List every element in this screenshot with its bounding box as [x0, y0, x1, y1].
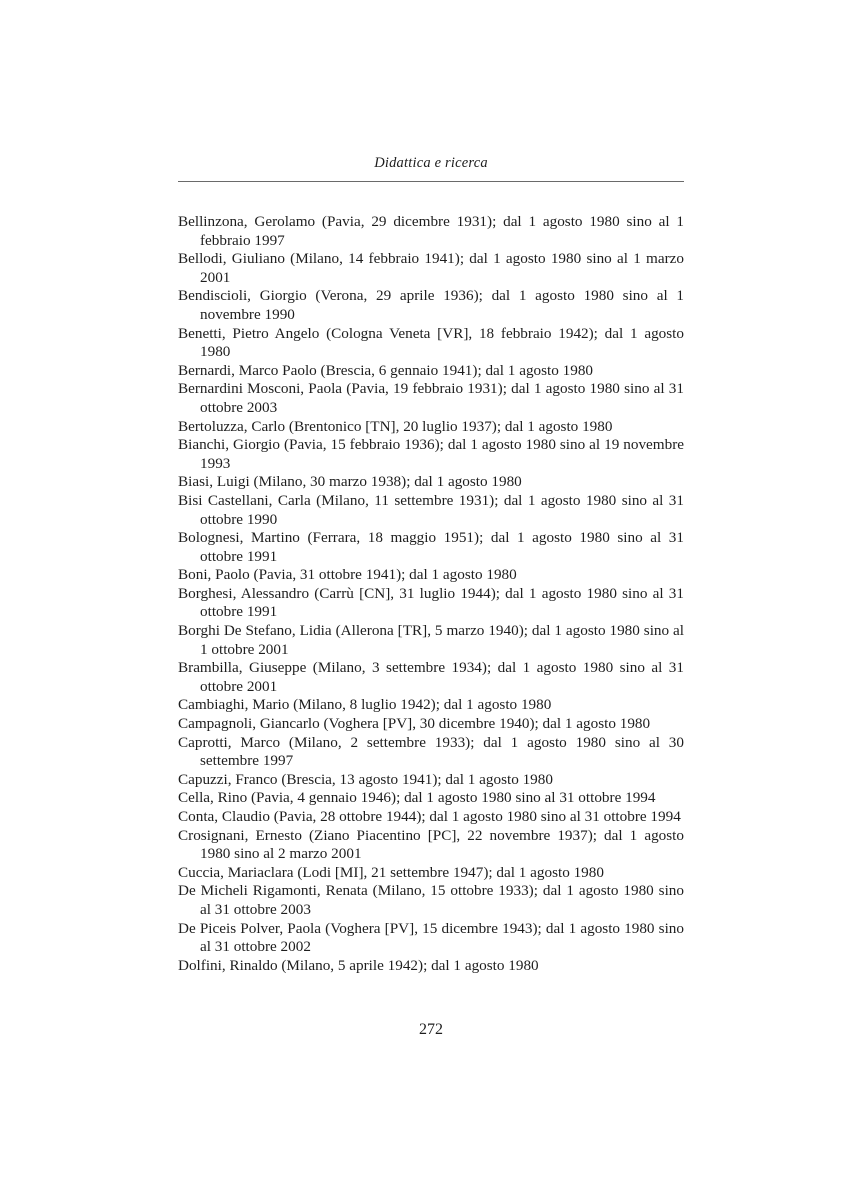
list-item: Bernardini Mosconi, Paola (Pavia, 19 febbraio 1931); dal 1 agosto 1980 sino al 31 ottobre 2003 — [178, 380, 684, 416]
list-item: Bernardi, Marco Paolo (Brescia, 6 gennaio 1941); dal 1 agosto 1980 — [178, 361, 594, 379]
entry-list — [178, 213, 684, 975]
list-item: Borghesi, Alessandro (Carrù [CN], 31 luglio 1944); dal 1 agosto 1980 sino al 31 ottobre 1991 — [178, 584, 684, 621]
list-item: Bellodi, Giuliano (Milano, 14 febbraio 1941); dal 1 agosto 1980 sino al 1 marzo 2001 — [178, 250, 684, 286]
list-item: Dolfini, Rinaldo (Milano, 5 aprile 1942); dal 1 agosto 1980 — [178, 956, 539, 974]
list-item: Crosignani, Ernesto (Ziano Piacentino [PC], 22 novembre 1937); dal 1 agosto 1980 sino al 2 marzo 2001 — [178, 826, 684, 863]
list-item: Bisi Castellani, Carla (Milano, 11 settembre 1931); dal 1 agosto 1980 sino al 31 ottobre 1990 — [178, 491, 684, 528]
list-item: Boni, Paolo (Pavia, 31 ottobre 1941); dal 1 agosto 1980 — [178, 566, 517, 584]
header-rule — [178, 181, 684, 182]
list-item: De Micheli Rigamonti, Renata (Milano, 15 ottobre 1933); dal 1 agosto 1980 sino al 31 ottobre 2003 — [178, 882, 684, 918]
list-item: Biasi, Luigi (Milano, 30 marzo 1938); dal 1 agosto 1980 — [178, 473, 522, 491]
list-item: Cambiaghi, Mario (Milano, 8 luglio 1942); dal 1 agosto 1980 — [178, 696, 552, 714]
list-item: Brambilla, Giuseppe (Milano, 3 settembre 1934); dal 1 agosto 1980 sino al 31 ottobre 2001 — [178, 659, 684, 695]
list-item: Cuccia, Mariaclara (Lodi [MI], 21 settembre 1947); dal 1 agosto 1980 — [178, 863, 604, 881]
list-item: Caprotti, Marco (Milano, 2 settembre 1933); dal 1 agosto 1980 sino al 30 settembre 1997 — [178, 733, 684, 770]
list-item: Bendiscioli, Giorgio (Verona, 29 aprile 1936); dal 1 agosto 1980 sino al 1 novembre 1990 — [178, 287, 684, 323]
list-item: Bianchi, Giorgio (Pavia, 15 febbraio 1936); dal 1 agosto 1980 sino al 19 novembre 1993 — [178, 436, 684, 472]
list-item: Borghi De Stefano, Lidia (Allerona [TR], 5 marzo 1940); dal 1 agosto 1980 sino al 1 ottobre 2001 — [178, 622, 684, 658]
list-item: Benetti, Pietro Angelo (Cologna Veneta [VR], 18 febbraio 1942); dal 1 agosto 1980 — [178, 324, 684, 361]
list-item: Capuzzi, Franco (Brescia, 13 agosto 1941); dal 1 agosto 1980 — [178, 770, 553, 788]
list-item: Bertoluzza, Carlo (Brentonico [TN], 20 luglio 1937); dal 1 agosto 1980 — [178, 417, 613, 435]
list-item: Bellinzona, Gerolamo (Pavia, 29 dicembre 1931); dal 1 agosto 1980 sino al 1 febbraio 1997 — [178, 213, 684, 249]
list-item: Cella, Rino (Pavia, 4 gennaio 1946); dal 1 agosto 1980 sino al 31 ottobre 1994 — [178, 789, 656, 807]
list-item: Bolognesi, Martino (Ferrara, 18 maggio 1951); dal 1 agosto 1980 sino al 31 ottobre 1991 — [178, 529, 684, 565]
list-item: Campagnoli, Giancarlo (Voghera [PV], 30 dicembre 1940); dal 1 agosto 1980 — [178, 715, 651, 733]
running-title: Didattica e ricerca — [374, 155, 488, 171]
page-number: 272 — [419, 1021, 443, 1038]
list-item: De Piceis Polver, Paola (Voghera [PV], 15 dicembre 1943); dal 1 agosto 1980 sino al 31 ottobre 2002 — [178, 919, 684, 956]
list-item: Conta, Claudio (Pavia, 28 ottobre 1944); dal 1 agosto 1980 sino al 31 ottobre 1994 — [178, 808, 681, 825]
